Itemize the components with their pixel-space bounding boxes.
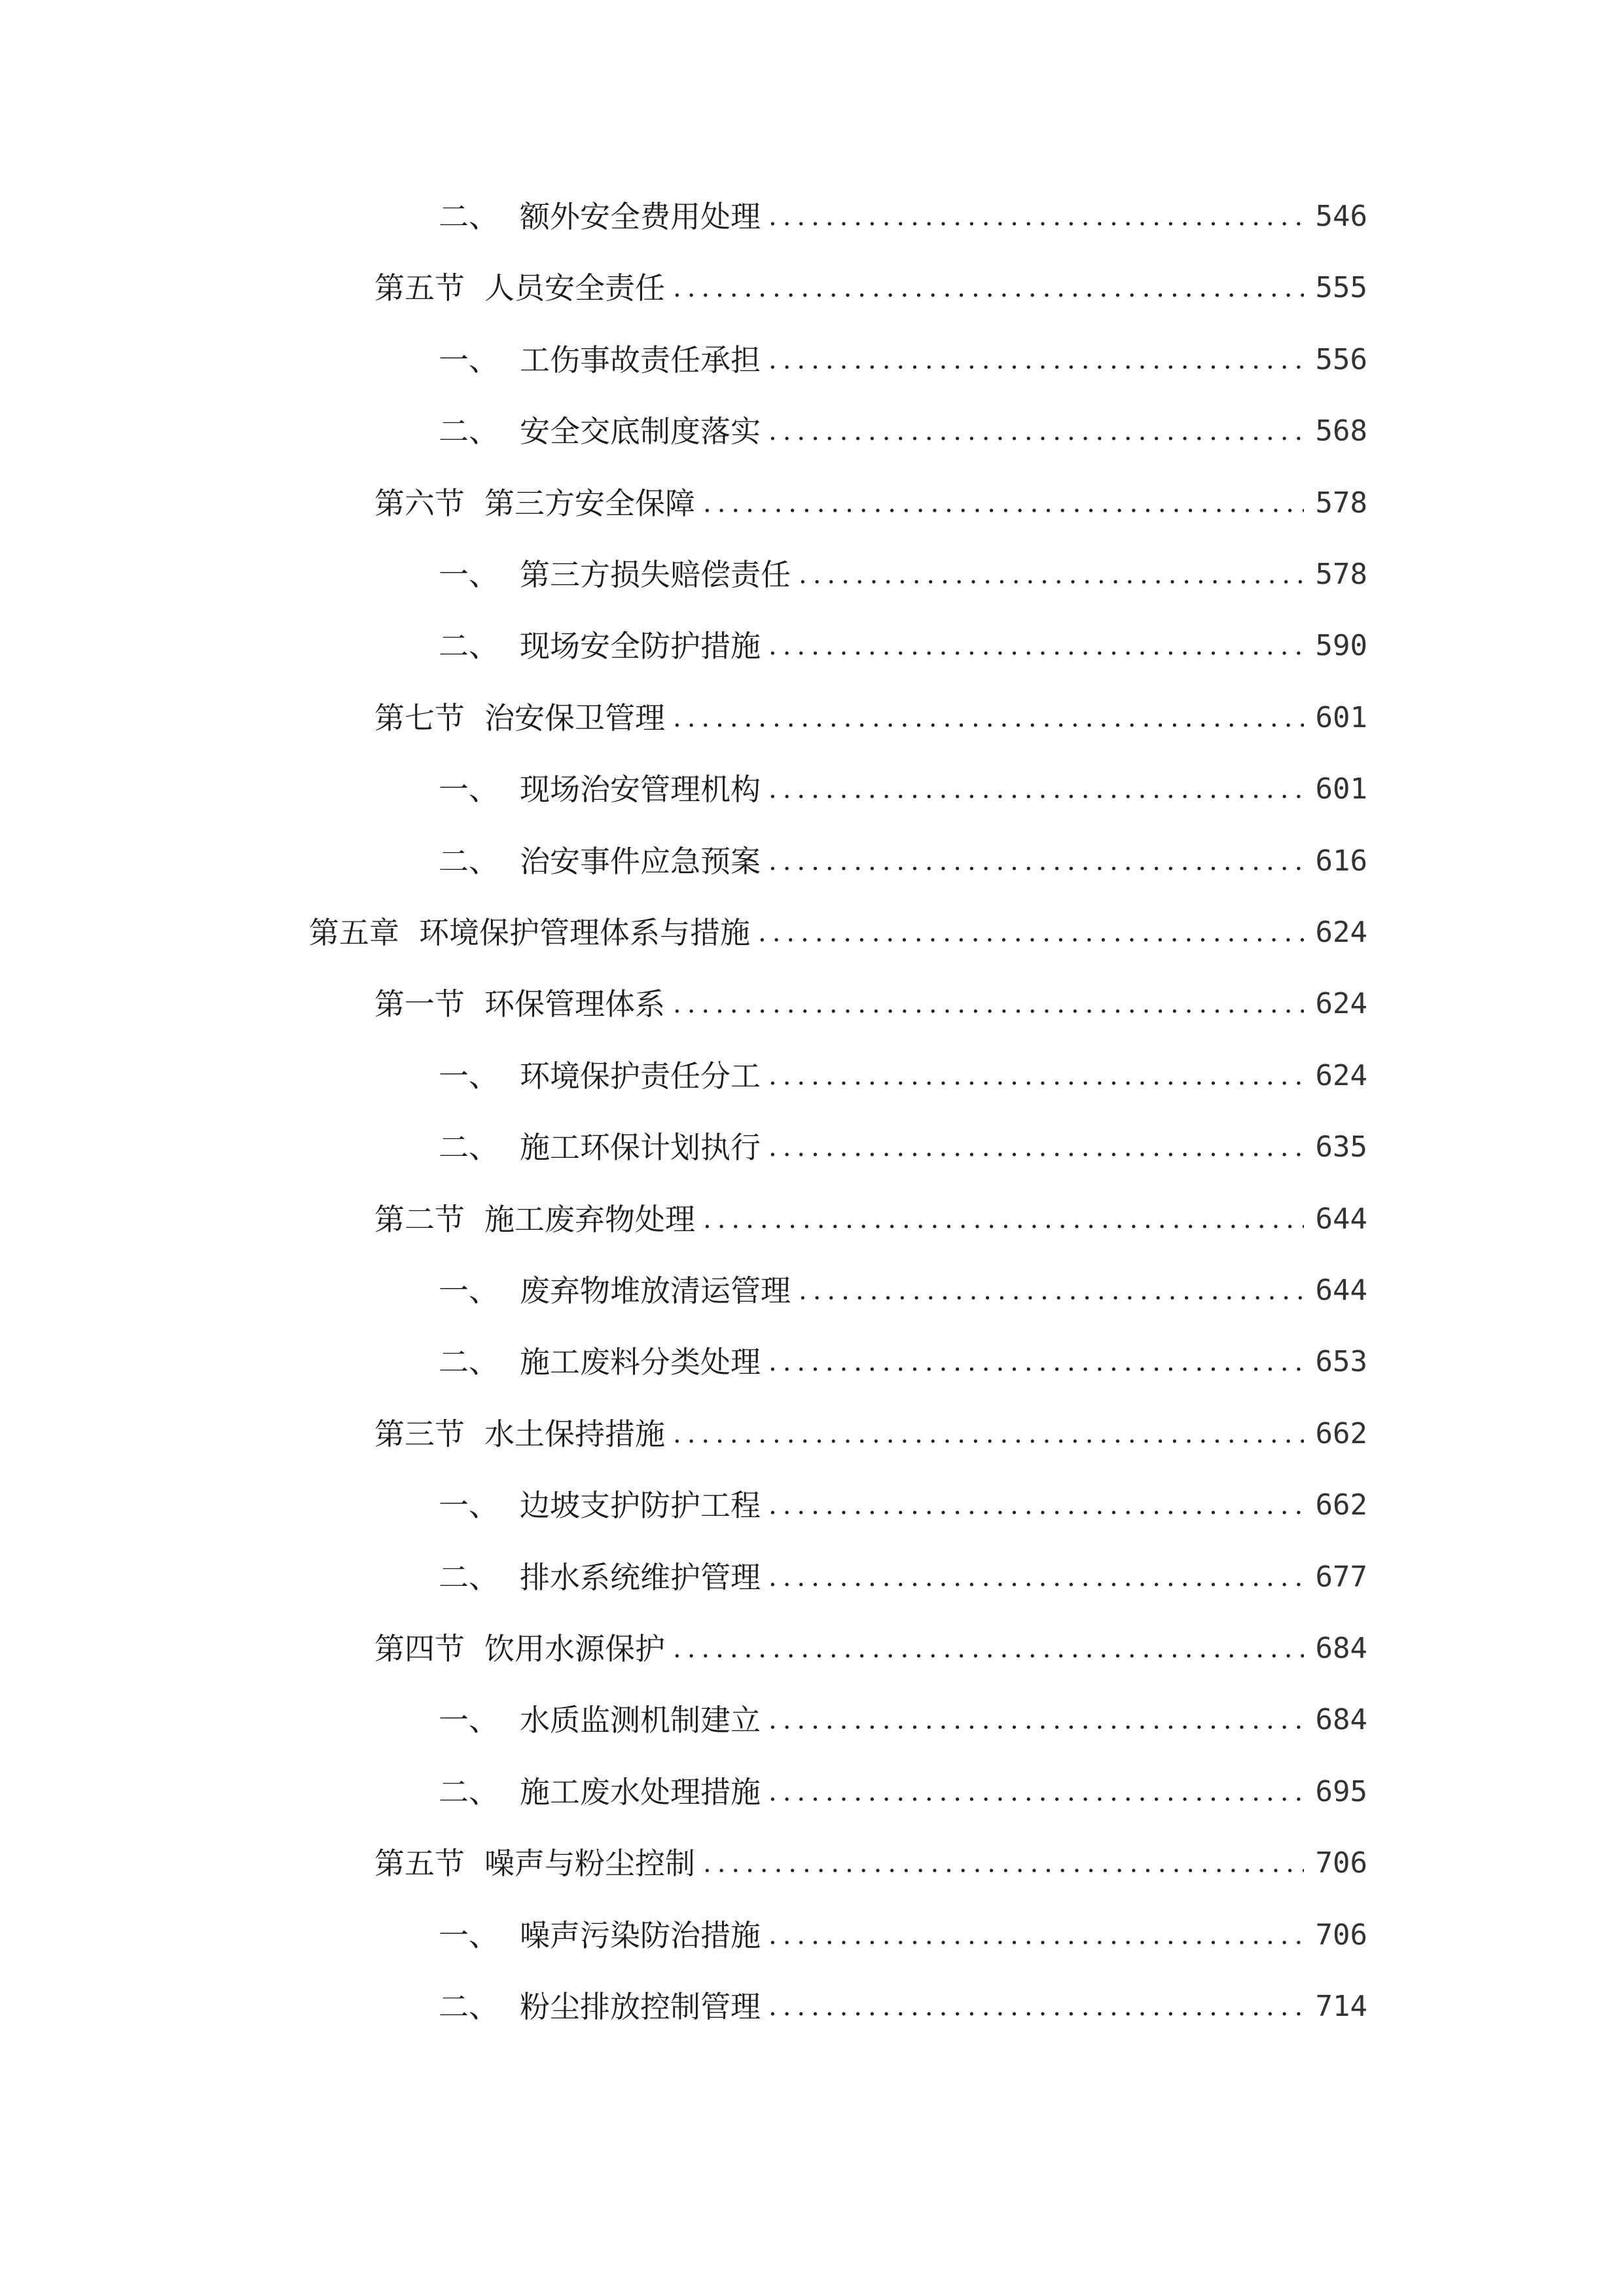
dot-leader bbox=[703, 1196, 1304, 1242]
dot-leader bbox=[758, 910, 1304, 956]
dot-leader bbox=[768, 1769, 1304, 1815]
toc-entry-page-number: 624 bbox=[1315, 1059, 1367, 1092]
toc-entry-page-number: 578 bbox=[1315, 558, 1367, 591]
dot-leader bbox=[673, 1626, 1304, 1672]
toc-entry[interactable] bbox=[439, 838, 1367, 884]
toc-entry[interactable] bbox=[374, 1411, 1367, 1457]
dot-leader bbox=[799, 1268, 1304, 1314]
toc-entry-title: 水土保持措施 bbox=[484, 1416, 665, 1452]
toc-entry-page-number: 684 bbox=[1315, 1632, 1367, 1665]
toc-entry-number: 二、 bbox=[439, 199, 499, 234]
toc-entry-number: 第六节 bbox=[374, 486, 465, 521]
toc-entry-title: 人员安全责任 bbox=[484, 270, 665, 306]
dot-leader bbox=[768, 1339, 1304, 1385]
toc-entry-number: 一、 bbox=[439, 1918, 499, 1953]
dot-leader bbox=[768, 1554, 1304, 1600]
toc-entry-title: 噪声与粉尘控制 bbox=[484, 1846, 695, 1881]
dot-leader bbox=[768, 1984, 1304, 2030]
dot-leader bbox=[768, 623, 1304, 669]
toc-entry-number: 第三节 bbox=[374, 1416, 465, 1452]
toc-entry[interactable] bbox=[439, 766, 1367, 812]
toc-entry[interactable] bbox=[439, 1124, 1367, 1170]
toc-entry-number: 二、 bbox=[439, 1989, 499, 2024]
toc-entry-page-number: 546 bbox=[1315, 200, 1367, 233]
toc-entry-number: 二、 bbox=[439, 1560, 499, 1595]
dot-leader bbox=[768, 337, 1304, 383]
toc-entry[interactable] bbox=[374, 1626, 1367, 1672]
toc-entry-number: 二、 bbox=[439, 1774, 499, 1810]
toc-entry[interactable] bbox=[439, 1053, 1367, 1099]
dot-leader bbox=[768, 1124, 1304, 1170]
toc-entry-title: 水质监测机制建立 bbox=[520, 1702, 761, 1738]
toc-entry-title: 工伤事故责任承担 bbox=[520, 342, 761, 378]
toc-entry-page-number: 653 bbox=[1315, 1345, 1367, 1378]
toc-entry-number: 第一节 bbox=[374, 986, 465, 1022]
toc-entry[interactable] bbox=[374, 981, 1367, 1027]
dot-leader bbox=[703, 480, 1304, 526]
toc-entry-number: 一、 bbox=[439, 1488, 499, 1523]
toc-entry[interactable] bbox=[439, 1769, 1367, 1815]
toc-entry[interactable] bbox=[374, 480, 1367, 526]
toc-entry-page-number: 644 bbox=[1315, 1202, 1367, 1236]
toc-entry-page-number: 590 bbox=[1315, 629, 1367, 662]
dot-leader bbox=[703, 1840, 1304, 1886]
toc-entry[interactable] bbox=[439, 1482, 1367, 1528]
toc-entry-title: 废弃物堆放清运管理 bbox=[520, 1273, 791, 1308]
toc-entry-page-number: 616 bbox=[1315, 844, 1367, 878]
toc-entry-title: 治安事件应急预案 bbox=[520, 844, 761, 879]
toc-entry-number: 第五节 bbox=[374, 270, 465, 306]
toc-entry[interactable] bbox=[439, 552, 1367, 598]
toc-entry-page-number: 684 bbox=[1315, 1703, 1367, 1736]
toc-entry-page-number: 644 bbox=[1315, 1274, 1367, 1307]
toc-entry-page-number: 662 bbox=[1315, 1488, 1367, 1522]
dot-leader bbox=[768, 1482, 1304, 1528]
toc-entry-number: 一、 bbox=[439, 557, 499, 592]
toc-entry-page-number: 555 bbox=[1315, 271, 1367, 304]
toc-entry-title: 第三方损失赔偿责任 bbox=[520, 557, 791, 592]
toc-entry-title: 现场安全防护措施 bbox=[520, 628, 761, 664]
toc-entry-title: 排水系统维护管理 bbox=[520, 1560, 761, 1595]
dot-leader bbox=[673, 981, 1304, 1027]
toc-entry-title: 治安保卫管理 bbox=[484, 700, 665, 736]
dot-leader bbox=[768, 1697, 1304, 1743]
toc-entry-title: 施工废水处理措施 bbox=[520, 1774, 761, 1810]
toc-entry[interactable] bbox=[374, 695, 1367, 741]
toc-entry-number: 第五节 bbox=[374, 1846, 465, 1881]
toc-entry-page-number: 695 bbox=[1315, 1775, 1367, 1808]
dot-leader bbox=[673, 265, 1304, 311]
toc-entry-title: 噪声污染防治措施 bbox=[520, 1918, 761, 1953]
toc-entry-number: 第七节 bbox=[374, 700, 465, 736]
toc-entry-title: 施工环保计划执行 bbox=[520, 1130, 761, 1165]
toc-entry-title: 施工废弃物处理 bbox=[484, 1202, 695, 1237]
toc-entry[interactable] bbox=[439, 623, 1367, 669]
toc-entry[interactable] bbox=[374, 265, 1367, 311]
toc-entry-title: 现场治安管理机构 bbox=[520, 772, 761, 807]
dot-leader bbox=[673, 695, 1304, 741]
toc-entry-page-number: 677 bbox=[1315, 1560, 1367, 1594]
toc-entry-title: 环境保护责任分工 bbox=[520, 1058, 761, 1094]
toc-entry[interactable] bbox=[439, 337, 1367, 383]
toc-entry-page-number: 706 bbox=[1315, 1918, 1367, 1952]
dot-leader bbox=[768, 766, 1304, 812]
toc-entry-page-number: 624 bbox=[1315, 916, 1367, 949]
toc-entry-page-number: 662 bbox=[1315, 1417, 1367, 1450]
toc-entry-title: 饮用水源保护 bbox=[484, 1631, 665, 1666]
toc-entry-number: 一、 bbox=[439, 342, 499, 378]
toc-entry-page-number: 578 bbox=[1315, 486, 1367, 520]
toc-entry[interactable] bbox=[309, 910, 1367, 956]
toc-entry-number: 第二节 bbox=[374, 1202, 465, 1237]
dot-leader bbox=[768, 194, 1304, 240]
toc-entry-page-number: 568 bbox=[1315, 414, 1367, 448]
toc-entry-title: 环境保护管理体系与措施 bbox=[419, 915, 750, 950]
dot-leader bbox=[673, 1411, 1304, 1457]
toc-entry-title: 施工废料分类处理 bbox=[520, 1344, 761, 1380]
toc-entry-number: 第五章 bbox=[309, 915, 399, 950]
toc-entry-title: 第三方安全保障 bbox=[484, 486, 695, 521]
toc-entry-page-number: 635 bbox=[1315, 1130, 1367, 1164]
toc-entry-number: 二、 bbox=[439, 1130, 499, 1165]
dot-leader bbox=[768, 838, 1304, 884]
toc-entry[interactable] bbox=[439, 1339, 1367, 1385]
toc-entry-number: 第四节 bbox=[374, 1631, 465, 1666]
dot-leader bbox=[768, 1053, 1304, 1099]
toc-entry[interactable] bbox=[439, 194, 1367, 240]
dot-leader bbox=[768, 408, 1304, 454]
toc-entry-number: 一、 bbox=[439, 1702, 499, 1738]
toc-entry-number: 一、 bbox=[439, 1058, 499, 1094]
toc-entry-title: 边坡支护防护工程 bbox=[520, 1488, 761, 1523]
toc-entry[interactable] bbox=[439, 408, 1367, 454]
toc-entry-number: 二、 bbox=[439, 844, 499, 879]
toc-entry[interactable] bbox=[439, 1554, 1367, 1600]
toc-entry-number: 二、 bbox=[439, 414, 499, 449]
toc-entry-title: 安全交底制度落实 bbox=[520, 414, 761, 449]
toc-entry-page-number: 714 bbox=[1315, 1990, 1367, 2023]
toc-entry-page-number: 556 bbox=[1315, 343, 1367, 376]
toc-entry-number: 一、 bbox=[439, 772, 499, 807]
dot-leader bbox=[768, 1912, 1304, 1958]
dot-leader bbox=[799, 552, 1304, 598]
toc-entry[interactable] bbox=[439, 1697, 1367, 1743]
toc-entry-number: 二、 bbox=[439, 1344, 499, 1380]
toc-entry-title: 环保管理体系 bbox=[484, 986, 665, 1022]
toc-entry[interactable] bbox=[439, 1268, 1367, 1314]
toc-entry[interactable] bbox=[439, 1912, 1367, 1958]
toc-entry[interactable] bbox=[374, 1196, 1367, 1242]
toc-entry-page-number: 624 bbox=[1315, 987, 1367, 1020]
toc-entry-page-number: 601 bbox=[1315, 701, 1367, 734]
toc-entry-title: 额外安全费用处理 bbox=[520, 199, 761, 234]
toc-entry-number: 二、 bbox=[439, 628, 499, 664]
toc-entry[interactable] bbox=[439, 1984, 1367, 2030]
toc-entry-number: 一、 bbox=[439, 1273, 499, 1308]
toc-entry-page-number: 601 bbox=[1315, 772, 1367, 806]
toc-entry[interactable] bbox=[374, 1840, 1367, 1886]
toc-entry-page-number: 706 bbox=[1315, 1846, 1367, 1880]
toc-entry-title: 粉尘排放控制管理 bbox=[520, 1989, 761, 2024]
